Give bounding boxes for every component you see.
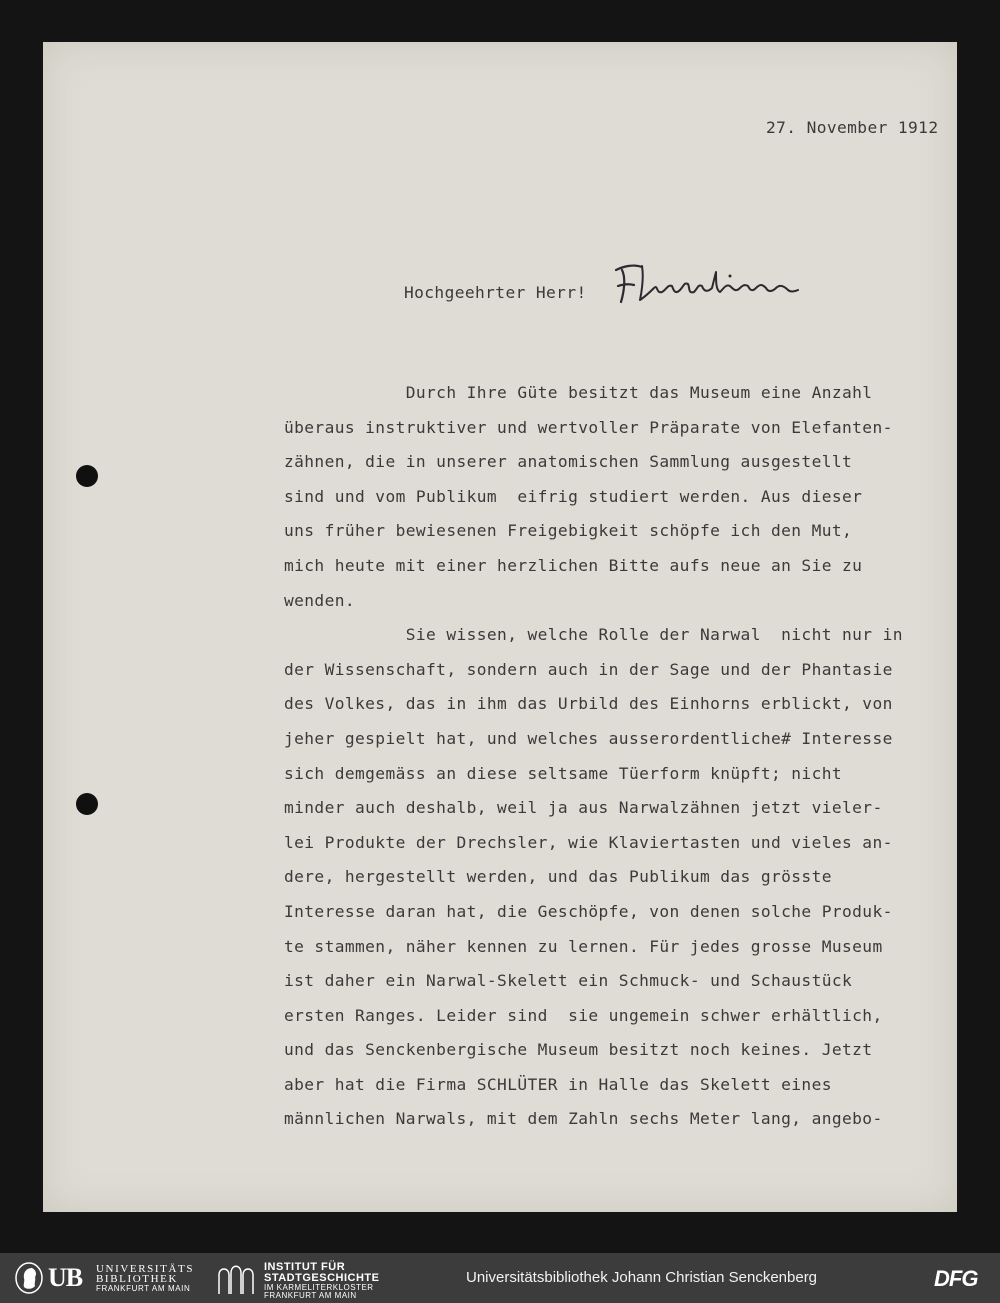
body-line: des Volkes, das in ihm das Urbild des Einhorns erblickt, von [284, 694, 893, 714]
dfg-logo[interactable]: DFG [934, 1266, 978, 1291]
body-line: jeher gespielt hat, und welches ausserordentliche# Interesse [284, 728, 893, 748]
footer-bar [0, 1253, 1000, 1303]
isg-line-3: IM KARMELITERKLOSTER [264, 1283, 374, 1292]
body-line: uns früher bewiesenen Freigebigkeit schöpfe ich den Mut, [284, 521, 853, 541]
isg-line-4: FRANKFURT AM MAIN [264, 1291, 357, 1300]
ub-logo[interactable] [14, 1262, 204, 1294]
body-line: und das Senckenbergische Museum besitzt noch keines. Jetzt [284, 1040, 873, 1060]
ub-wordmark [96, 1264, 194, 1294]
body-line: Interesse daran hat, die Geschöpfe, von denen solche Produk- [284, 901, 893, 921]
letter-date: 27. November 1912 [766, 118, 939, 137]
ub-mark: UB [48, 1263, 83, 1292]
body-line: überaus instruktiver und wertvoller Präparate von Elefanten- [284, 417, 893, 437]
isg-logo[interactable] [216, 1261, 416, 1300]
ub-line-2: BIBLIOTHEK [96, 1273, 178, 1285]
handwritten-signature [612, 258, 802, 308]
isg-wordmark [264, 1262, 379, 1300]
body-line: minder auch deshalb, weil ja aus Narwalzähnen jetzt vieler- [284, 798, 883, 818]
body-line: lei Produkte der Drechsler, wie Klaviertasten und vieles an- [284, 832, 893, 852]
body-line: sind und vom Publikum eifrig studiert werden. Aus dieser [284, 486, 863, 506]
body-line: ersten Ranges. Leider sind sie ungemein schwer erhältlich, [284, 1005, 883, 1025]
body-line: dere, hergestellt werden, und das Publikum das grösste [284, 867, 832, 887]
body-line: mich heute mit einer herzlichen Bitte aufs neue an Sie zu [284, 555, 863, 575]
body-line: männlichen Narwals, mit dem Zahln sechs Meter lang, angebo- [284, 1109, 883, 1129]
ub-line-3: FRANKFURT AM MAIN [96, 1284, 191, 1293]
body-line: Durch Ihre Güte besitzt das Museum eine Anzahl [284, 383, 873, 402]
isg-line-2: STADTGESCHICHTE [264, 1272, 380, 1284]
body-line: aber hat die Firma SCHLÜTER in Halle das Skelett eines [284, 1074, 832, 1094]
letter-salutation: Hochgeehrter Herr! [404, 283, 587, 302]
body-line: sich demgemäss an diese seltsame Tüerform knüpft; nicht [284, 763, 843, 783]
arches-icon [216, 1261, 256, 1295]
body-line: der Wissenschaft, sondern auch in der Sage und der Phantasie [284, 659, 893, 679]
footer-title[interactable]: Universitätsbibliothek Johann Christian Senckenberg [466, 1269, 818, 1286]
body-line: ist daher ein Narwal-Skelett ein Schmuck- und Schaustück [284, 971, 853, 991]
goethe-portrait-icon [14, 1262, 44, 1294]
punch-hole-top [76, 465, 98, 487]
body-line: wenden. [284, 590, 356, 610]
body-line: zähnen, die in unserer anatomischen Sammlung ausgestellt [284, 452, 853, 472]
ub-line-1: UNIVERSITÄTS [96, 1263, 195, 1275]
letter-body [284, 382, 903, 1143]
body-line: Sie wissen, welche Rolle der Narwal nicht nur in [284, 625, 903, 645]
isg-line-1: INSTITUT FÜR [264, 1261, 346, 1273]
body-line: te stammen, näher kennen zu lernen. Für jedes grosse Museum [284, 936, 883, 956]
punch-hole-bottom [76, 793, 98, 815]
